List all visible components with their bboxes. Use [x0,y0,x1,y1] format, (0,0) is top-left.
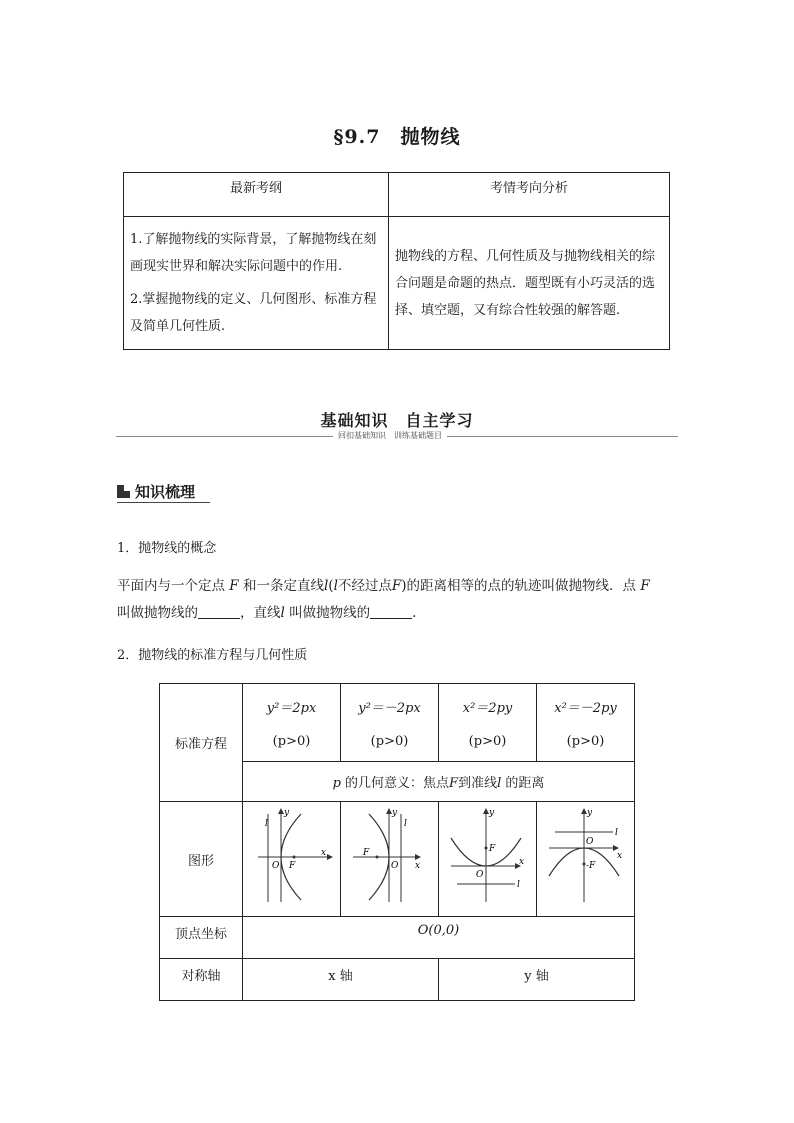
label-y: y [489,808,495,818]
outline-col1-cell [124,217,389,350]
outline-item-1: 1.了解抛物线的实际背景，了解抛物线在刻画现实世界和解决实际问题中的作用. [130,232,377,274]
symbol-F: F [640,578,650,594]
p-meaning-cell [243,762,635,802]
symbol-l: l [323,578,329,594]
outline-col2-cell: 抛物线的方程、几何性质及与抛物线相关的综合问题是命题的热点．题型既有小巧灵活的选择、填空题，又有综合性较强的解答题. [389,217,670,350]
label-l: l [265,819,268,829]
row-label-standard-equation: 标准方程 [160,684,243,802]
symbol-l: l [280,605,285,621]
concept-paragraph [117,573,687,627]
parabola-right-graph [243,802,340,912]
knowledge-heading-underline [117,502,210,503]
text-run: 叫做抛物线的 [117,605,198,621]
knowledge-heading-text: 知识梳理 [135,483,196,501]
graph-cell-2 [341,802,439,917]
text-run: . [412,605,417,621]
text-run: 平面内与一个定点 [117,578,225,594]
text-run: ( [328,578,334,594]
equation-3: x²＝2py [462,700,513,716]
x-axis-arrow [415,854,421,860]
label-O: O [272,861,280,871]
row-label-vertex: 顶点坐标 [160,917,243,959]
row-label-axis: 对称轴 [160,959,243,1001]
condition-3: (p>0) [468,733,507,749]
label-F: F [363,848,370,858]
label-x: x [617,851,623,861]
section-subtitle: 回扣基础知识 训练基础题目 [333,430,447,441]
symbol-l: l [333,578,338,594]
vertex-value: O(0,0) [243,917,635,959]
text-run: 到准线 [458,776,498,791]
condition-4: (p>0) [566,733,605,749]
fill-blank-directrix[interactable] [370,604,412,619]
equation-cell-4 [537,684,635,762]
text-run: 的几何意义：焦点 [345,776,450,791]
label-x: x [519,857,525,867]
condition-1: (p>0) [272,733,311,749]
text-run: 不经过点 [337,578,392,594]
equation-2: y²＝－2px [358,700,421,716]
graph-cell-1 [243,802,341,917]
item1-heading: 1．抛物线的概念 [117,541,217,556]
text-run: 和一条定直线 [242,578,324,594]
graph-cell-3 [439,802,537,917]
focus-point [485,847,488,850]
x-axis-arrow [327,854,333,860]
outline-header-2: 考情考向分析 [389,173,670,217]
parabola-left-graph [341,802,438,912]
symbol-F: F [391,578,402,594]
parabola-properties-table [159,683,635,1001]
label-l: l [615,828,618,838]
label-negF: -F [586,861,596,871]
label-y: y [284,808,290,818]
outline-header-1: 最新考纲 [124,173,389,217]
outline-table [123,172,670,350]
page-title: §9.7 抛物线 [333,126,461,148]
knowledge-heading [117,481,195,502]
equation-4: x²＝－2py [554,700,617,716]
label-O: O [586,837,594,847]
label-F: F [289,861,296,871]
graph-cell-4 [537,802,635,917]
symbol-p: p [332,776,341,791]
text-run: 的距离 [505,776,545,791]
equation-cell-3 [439,684,537,762]
label-y: y [392,808,398,818]
equation-cell-1 [243,684,341,762]
symbol-F: F [449,776,459,791]
fill-blank-focus[interactable] [198,604,240,619]
focus-point [293,856,296,859]
section-title: 基础知识 自主学习 [320,411,474,430]
label-O: O [391,861,399,871]
equation-1: y²＝2px [266,700,317,716]
symbol-l: l [497,776,502,791]
label-l: l [404,819,407,829]
condition-2: (p>0) [370,733,409,749]
axis-x-value: x 轴 [243,959,439,1001]
parabola-up-graph [439,802,536,912]
row-label-graph: 图形 [160,802,243,917]
parabola-down-graph [537,802,634,912]
label-y: y [587,808,593,818]
symbol-F: F [229,578,239,594]
text-run: ，直线 [240,605,281,621]
text-run: )的距离相等的点的轨迹叫做抛物线．点 [401,578,637,594]
text-run: 叫做抛物线的 [289,605,371,621]
equation-cell-2 [341,684,439,762]
label-l: l [517,880,520,890]
item2-heading: 2．抛物线的标准方程与几何性质 [117,648,308,663]
label-x: x [321,848,327,858]
label-O: O [476,870,484,880]
focus-point [376,856,379,859]
outline-item-2: 2.掌握抛物线的定义、几何图形、标准方程及简单几何性质. [130,292,377,334]
square-bullet-icon [117,485,130,498]
label-F: F [489,844,496,854]
label-x: x [415,861,421,871]
axis-y-value: y 轴 [439,959,635,1001]
